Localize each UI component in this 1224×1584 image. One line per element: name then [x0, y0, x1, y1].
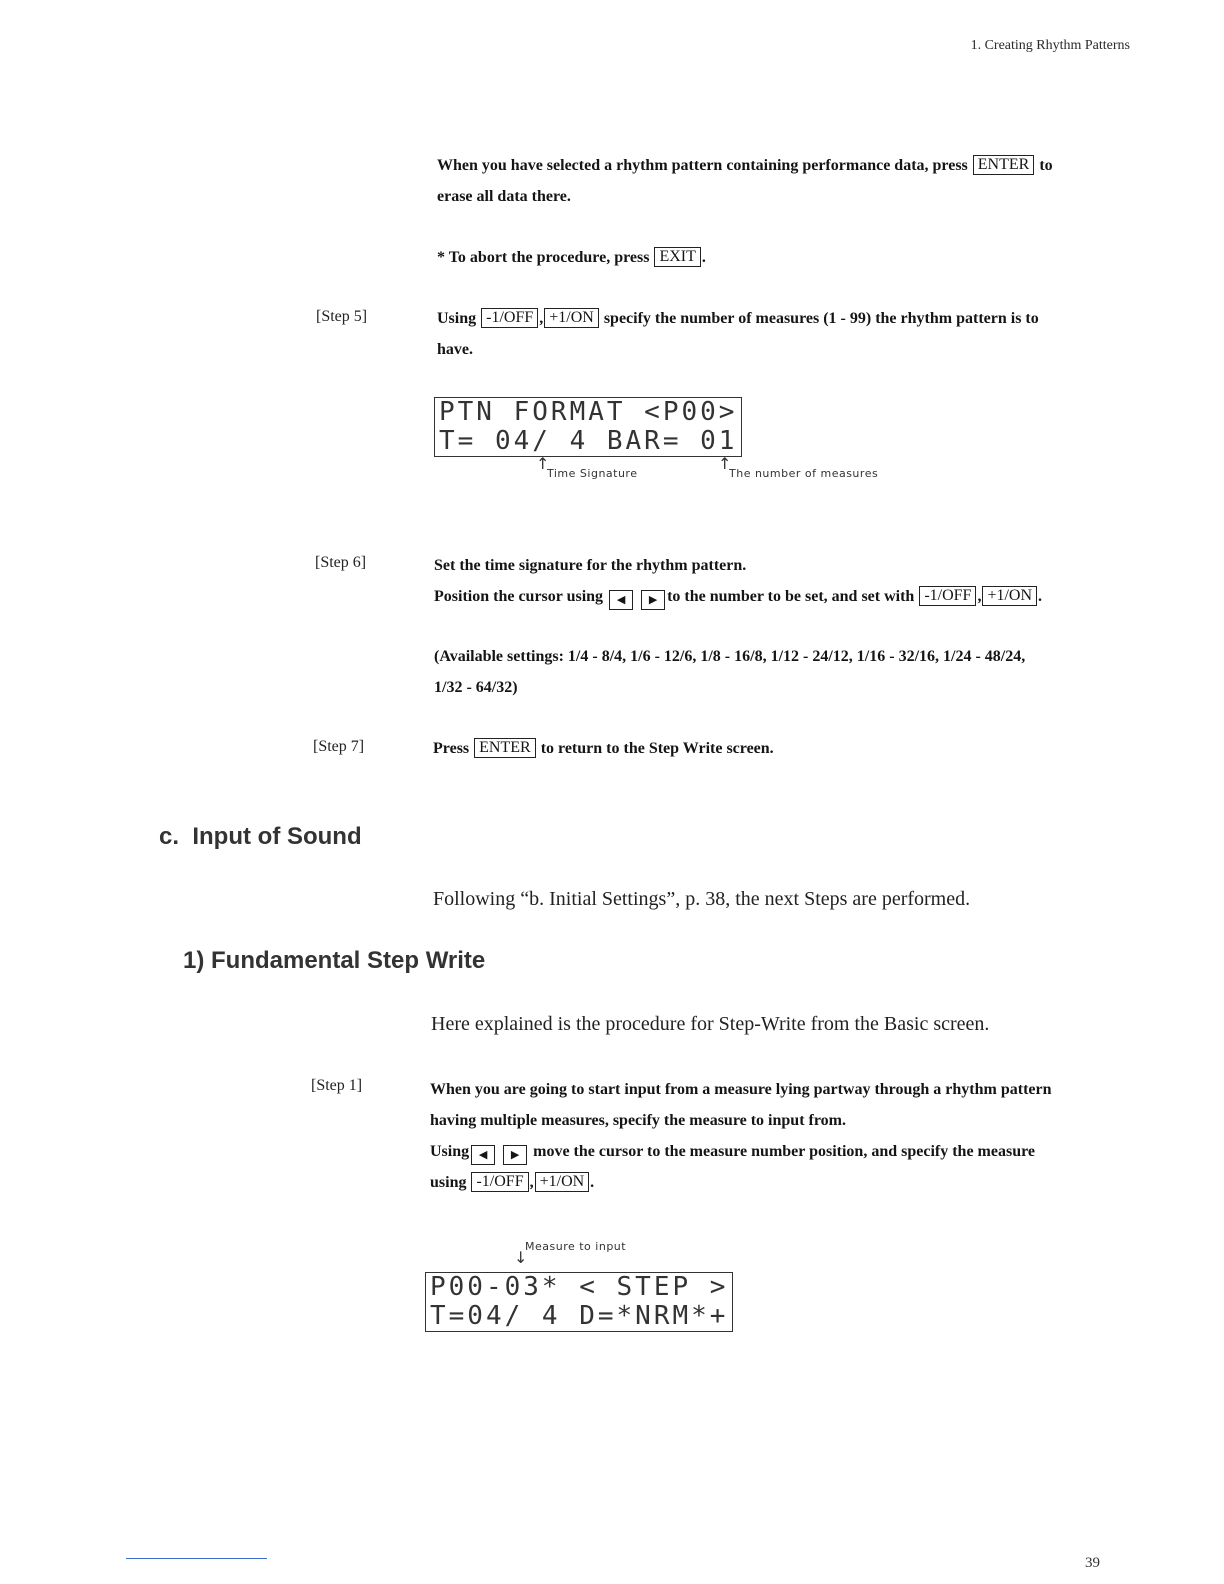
lcd2-line2: T=04/ 4 D=*NRM*+: [430, 1301, 729, 1331]
step1-line3-pre: Using: [430, 1143, 470, 1160]
avail-line1: (Available settings: 1/4 - 8/4, 1/6 - 12/6, 1/8 - 16/8, 1/12 - 24/12, 1/16 - 32/16, 1/24 - 48/24,: [434, 648, 1026, 665]
step6-line2-end: .: [1038, 588, 1043, 605]
page-number: 39: [1085, 1555, 1100, 1571]
time-signature-caption: Time Signature: [547, 467, 638, 480]
abort-note: [437, 242, 706, 273]
minus-off-key: -1/OFF: [919, 586, 976, 606]
step1-line2: having multiple measures, specify the measure to input from.: [430, 1112, 846, 1129]
minus-off-key: -1/OFF: [481, 308, 538, 328]
lcd2-line1: P00-03* < STEP >: [430, 1272, 729, 1302]
step1-text: [430, 1074, 1052, 1198]
step1-line1: When you are going to start input from a measure lying partway through a rhythm pattern: [430, 1081, 1052, 1098]
key-separator: ,: [529, 1174, 534, 1191]
erase-text-line2: erase all data there.: [437, 188, 571, 205]
plus-on-key: +1/ON: [535, 1172, 590, 1192]
step6-line2-mid: to the number to be set, and set with: [667, 588, 915, 605]
exit-key: EXIT: [654, 247, 700, 267]
step7-post: to return to the Step Write screen.: [540, 740, 774, 757]
section-c-title: c. Input of Sound: [159, 823, 362, 850]
step1-line3-post: move the cursor to the measure number position, and specify the measure: [533, 1143, 1036, 1160]
key-separator: ,: [977, 588, 982, 605]
erase-text-post: to: [1039, 157, 1053, 174]
left-arrow-key: ◀: [609, 590, 633, 610]
plus-on-key: +1/ON: [982, 586, 1037, 606]
erase-text-pre: When you have selected a rhythm pattern containing performance data, press: [437, 157, 968, 174]
chapter-header: 1. Creating Rhythm Patterns: [970, 38, 1130, 53]
abort-text-post: .: [701, 249, 706, 266]
section-1-title: 1) Fundamental Step Write: [183, 947, 486, 974]
right-arrow-key: ▶: [503, 1145, 527, 1165]
footer-rule: [126, 1558, 267, 1559]
left-arrow-key: ◀: [471, 1145, 495, 1165]
enter-key: ENTER: [973, 155, 1035, 175]
minus-off-key: -1/OFF: [471, 1172, 528, 1192]
key-separator: ,: [539, 310, 544, 327]
measure-to-input-caption: Measure to input: [525, 1240, 627, 1253]
step6-line1: Set the time signature for the rhythm pattern.: [434, 557, 747, 574]
down-arrow-icon: ↓: [514, 1248, 528, 1267]
measures-caption: The number of measures: [729, 467, 879, 480]
section-1-text: Here explained is the procedure for Step-Write from the Basic screen.: [431, 1013, 990, 1035]
up-arrow-icon: ↑: [536, 454, 550, 473]
plus-on-key: +1/ON: [544, 308, 599, 328]
enter-key: ENTER: [474, 738, 536, 758]
step1-label: [Step 1]: [311, 1077, 363, 1094]
step5-line2: have.: [437, 341, 473, 358]
right-arrow-key: ▶: [641, 590, 665, 610]
erase-paragraph: [437, 150, 1053, 212]
step5-post: specify the number of measures (1 - 99) the rhythm pattern is to: [603, 310, 1039, 327]
step7-pre: Press: [433, 740, 470, 757]
available-settings: [434, 641, 1025, 703]
lcd1-line1: PTN FORMAT <P00>: [439, 397, 738, 427]
abort-text-pre: * To abort the procedure, press: [437, 249, 650, 266]
step5-label: [Step 5]: [316, 308, 368, 325]
step7-text: [433, 733, 774, 764]
lcd1-line2: T= 04/ 4 BAR= 01: [439, 426, 738, 456]
step6-line2-pre: Position the cursor using: [434, 588, 604, 605]
up-arrow-icon: ↑: [718, 454, 732, 473]
step7-label: [Step 7]: [313, 738, 365, 755]
pattern-format-lcd: [434, 397, 742, 457]
step1-line4-pre: using: [430, 1174, 467, 1191]
step1-line4-end: .: [590, 1174, 595, 1191]
step5-pre: Using: [437, 310, 477, 327]
avail-line2: 1/32 - 64/32): [434, 679, 518, 696]
step5-text: [437, 303, 1039, 365]
step-write-lcd: [425, 1272, 733, 1332]
step6-label: [Step 6]: [315, 554, 367, 571]
section-c-text: Following “b. Initial Settings”, p. 38, the next Steps are performed.: [433, 888, 971, 910]
step6-text: [434, 550, 1042, 612]
